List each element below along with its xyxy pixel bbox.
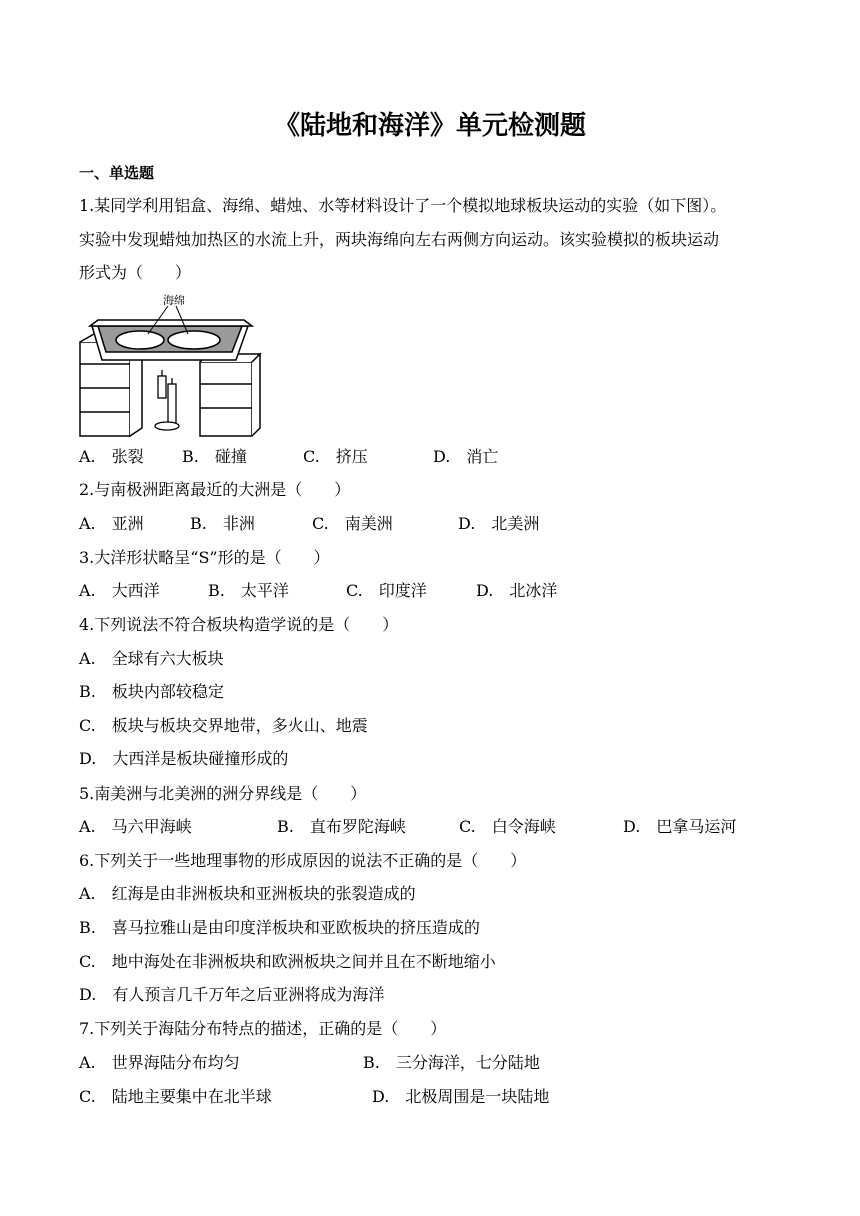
q7-option-a[interactable]: A. 世界海陆分布均匀 xyxy=(79,1053,240,1072)
q1-option-c[interactable]: C. 挤压 xyxy=(303,447,368,466)
q1-stem-line-2: 实验中发现蜡烛加热区的水流上升，两块海绵向左右两侧方向运动。该实验模拟的板块运动 xyxy=(79,230,720,249)
q3-option-b[interactable]: B. 太平洋 xyxy=(208,581,289,600)
q2-option-d[interactable]: D. 北美洲 xyxy=(458,514,540,533)
q4-stem: 4.下列说法不符合板块构造学说的是（ ） xyxy=(79,615,399,634)
q4-option-c[interactable]: C. 板块与板块交界地带，多火山、地震 xyxy=(79,716,368,735)
q5-option-d[interactable]: D. 巴拿马运河 xyxy=(623,817,737,836)
q1-option-b[interactable]: B. 碰撞 xyxy=(182,447,247,466)
q1-option-d[interactable]: D. 消亡 xyxy=(433,447,499,466)
q1-stem-line-1: 1.某同学利用铝盒、海绵、蜡烛、水等材料设计了一个模拟地球板块运动的实验（如下图）。 xyxy=(79,196,727,215)
q5-option-c[interactable]: C. 白令海峡 xyxy=(459,817,556,836)
q5-option-a[interactable]: A. 马六甲海峡 xyxy=(79,817,192,836)
section-heading: 一、单选题 xyxy=(79,164,155,182)
q2-option-b[interactable]: B. 非洲 xyxy=(190,514,255,533)
q6-option-d[interactable]: D. 有人预言几千万年之后亚洲将成为海洋 xyxy=(79,985,385,1004)
q2-option-a[interactable]: A. 亚洲 xyxy=(79,514,144,533)
q3-option-a[interactable]: A. 大西洋 xyxy=(79,581,160,600)
q6-option-c[interactable]: C. 地中海处在非洲板块和欧洲板块之间并且在不断地缩小 xyxy=(79,952,496,971)
q4-option-a[interactable]: A. 全球有六大板块 xyxy=(79,649,224,668)
q3-option-d[interactable]: D. 北冰洋 xyxy=(476,581,558,600)
q5-stem: 5.南美洲与北美洲的洲分界线是（ ） xyxy=(79,784,367,803)
q7-option-c[interactable]: C. 陆地主要集中在北半球 xyxy=(79,1087,272,1106)
q7-stem: 7.下列关于海陆分布特点的描述，正确的是（ ） xyxy=(79,1019,447,1038)
q6-option-b[interactable]: B. 喜马拉雅山是由印度洋板块和亚欧板块的挤压造成的 xyxy=(79,918,480,937)
q1-stem-line-3: 形式为（ ） xyxy=(79,263,192,282)
page-title: 《陆地和海洋》单元检测题 xyxy=(273,111,586,141)
q7-option-b[interactable]: B. 三分海洋，七分陆地 xyxy=(363,1053,540,1072)
q3-stem: 3.大洋形状略呈“S”形的是（ ） xyxy=(79,548,330,567)
right-brick-stack xyxy=(200,354,260,436)
q2-option-c[interactable]: C. 南美洲 xyxy=(312,514,393,533)
right-sponge xyxy=(168,331,220,349)
q2-stem: 2.与南极洲距离最近的大洲是（ ） xyxy=(79,480,351,499)
q3-option-c[interactable]: C. 印度洋 xyxy=(346,581,427,600)
figure-label-sponge: 海绵 xyxy=(163,294,185,307)
q4-option-d[interactable]: D. 大西洋是板块碰撞形成的 xyxy=(79,749,289,768)
q6-stem: 6.下列关于一些地理事物的形成原因的说法不正确的是（ ） xyxy=(79,851,527,870)
q6-option-a[interactable]: A. 红海是由非洲板块和亚洲板块的张裂造成的 xyxy=(79,884,416,903)
q4-option-b[interactable]: B. 板块内部较稳定 xyxy=(79,682,224,701)
candles xyxy=(155,370,179,430)
q7-option-d[interactable]: D. 北极周围是一块陆地 xyxy=(372,1087,550,1106)
q5-option-b[interactable]: B. 直布罗陀海峡 xyxy=(277,817,406,836)
experiment-figure xyxy=(76,292,276,438)
left-sponge xyxy=(116,331,164,349)
q1-option-a[interactable]: A. 张裂 xyxy=(79,447,144,466)
